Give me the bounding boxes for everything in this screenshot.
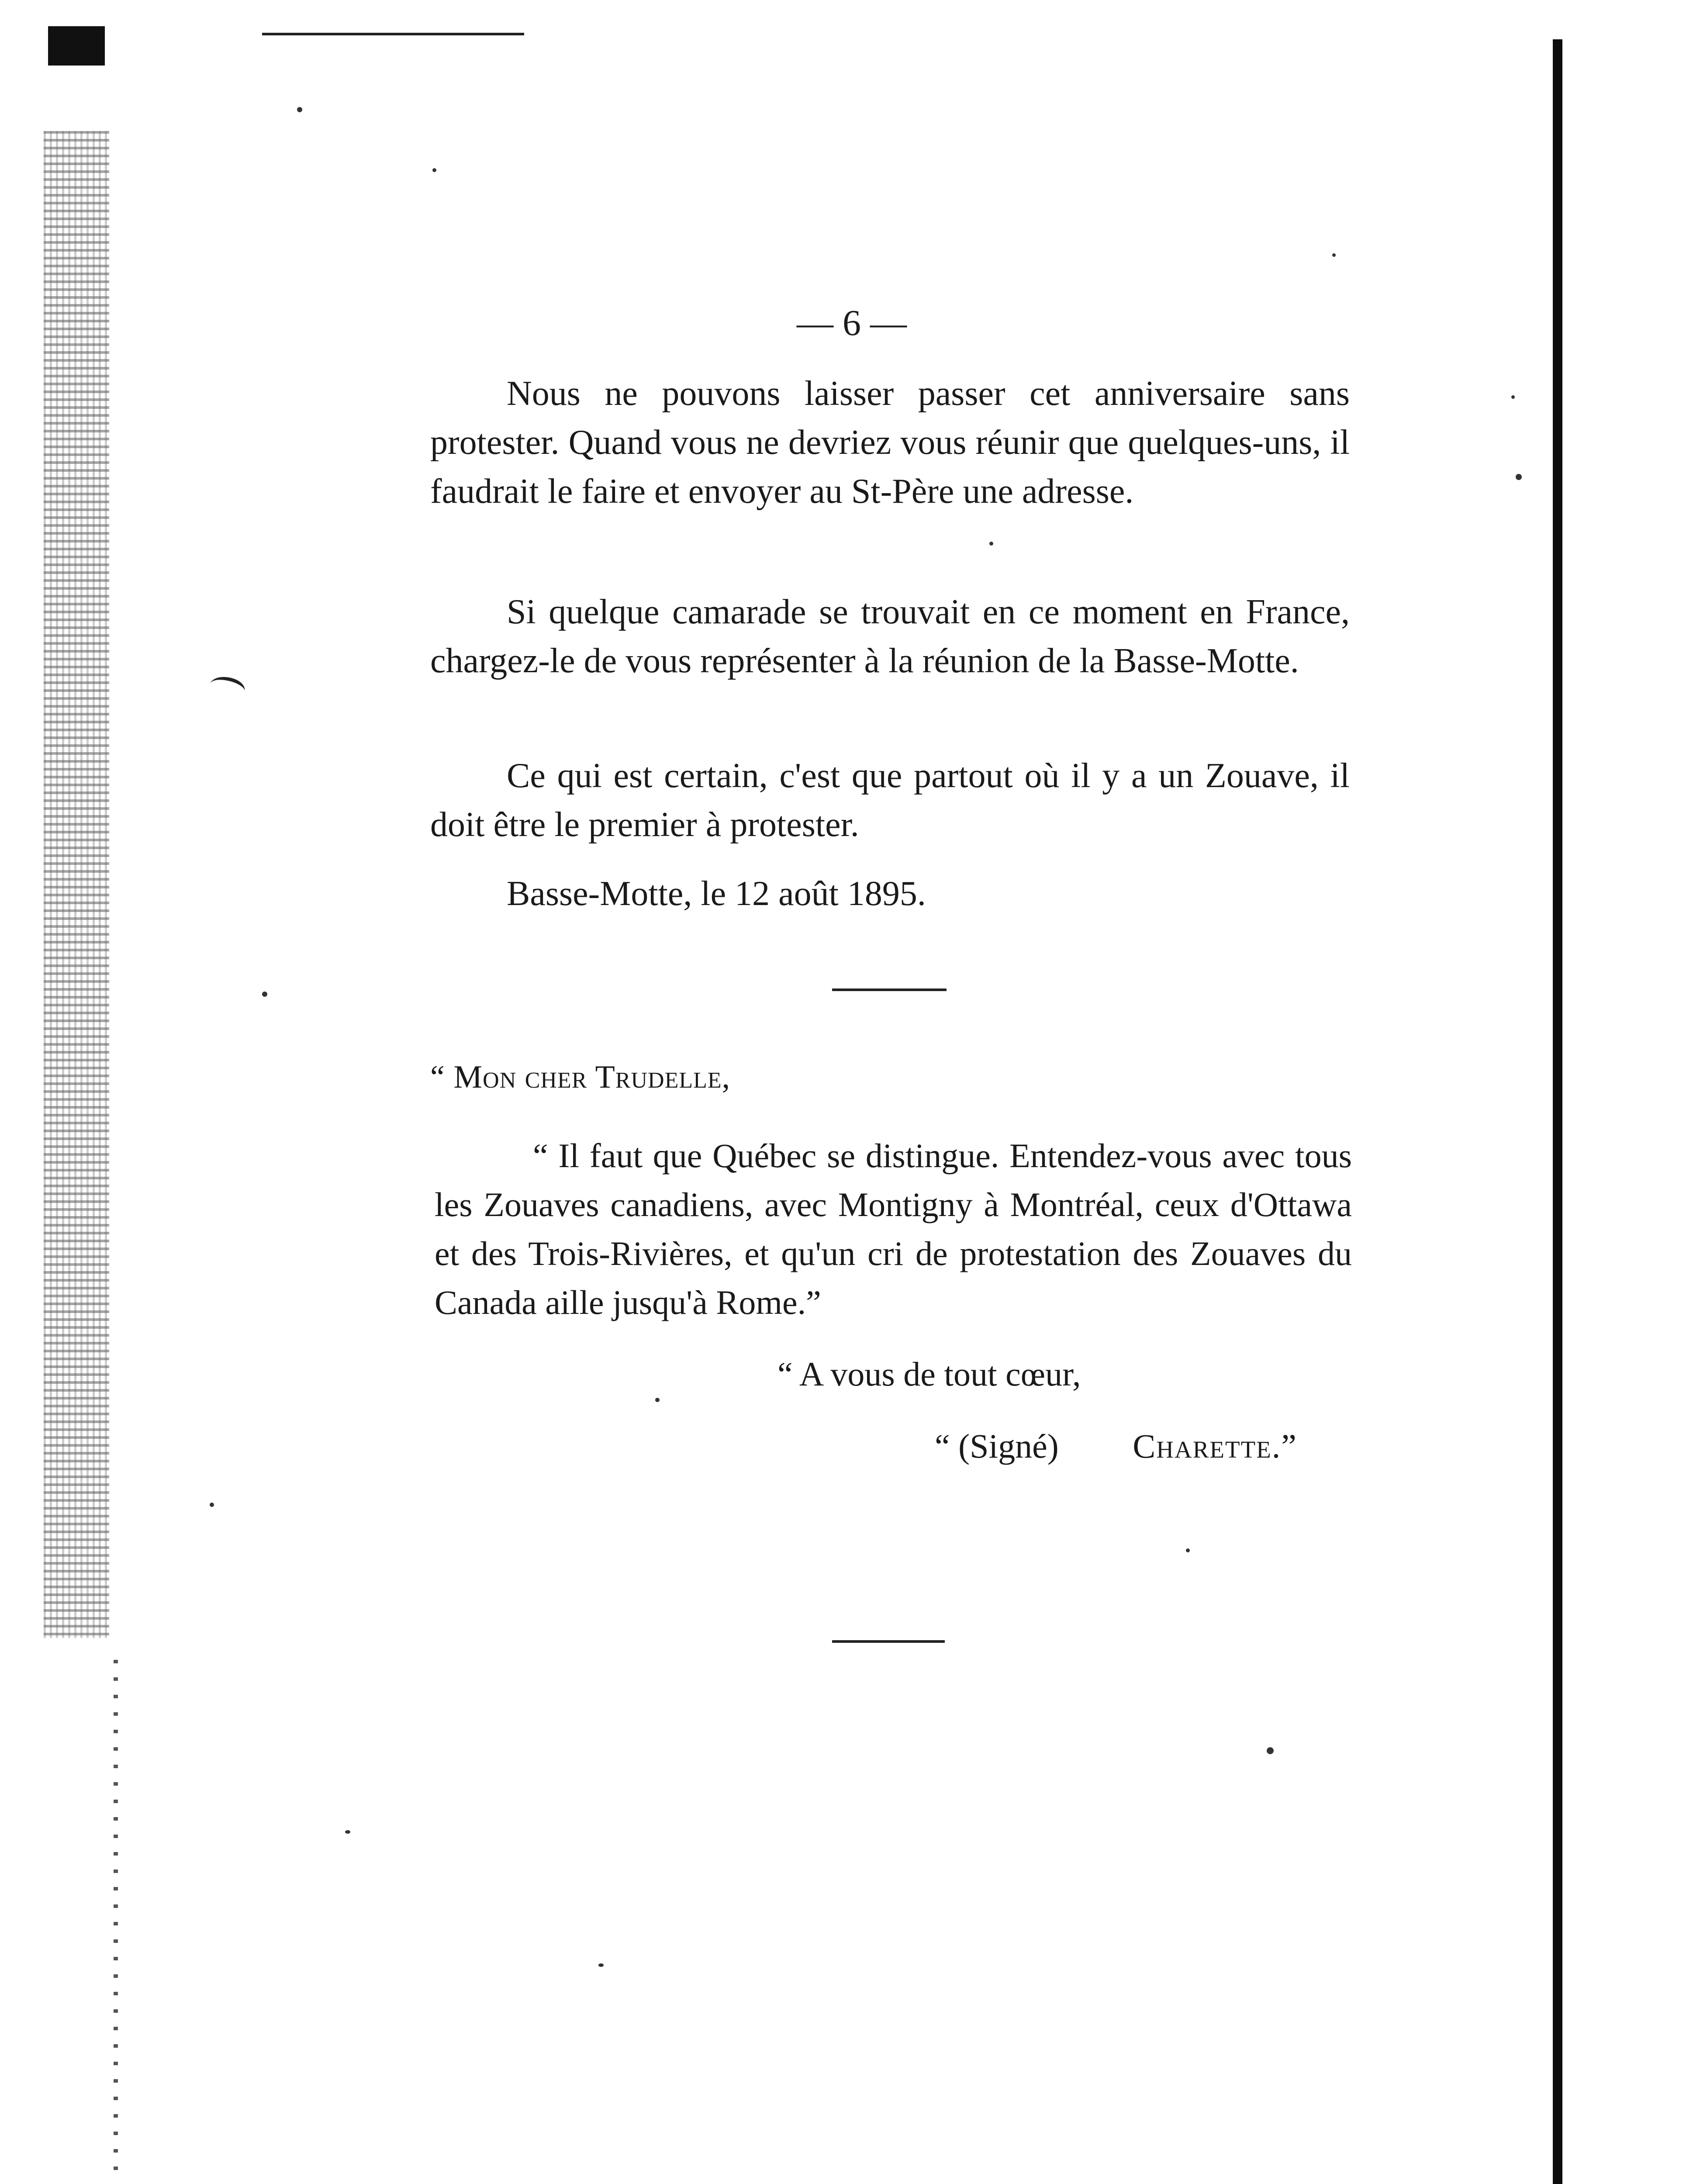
scan-speck [989, 542, 993, 546]
paragraph: Ce qui est certain, c'est que partout où il y a un Zouave, il doit être le premier à protester. [430, 757, 1350, 844]
binding-edge-dots [114, 1660, 118, 2184]
scan-speck [297, 107, 302, 112]
letter-closing: “ A vous de tout cœur, [777, 1355, 1081, 1393]
signature-name: Charette.” [1133, 1427, 1297, 1465]
section-divider [832, 1640, 945, 1643]
scan-speck [262, 992, 267, 997]
scan-speck [1511, 395, 1515, 399]
scan-speck [432, 168, 436, 172]
margin-pencil-mark [207, 672, 247, 703]
page-number: — 6 — [797, 303, 907, 343]
letter-body: “ Il faut que Québec se distingue. Entendez-vous avec tous les Zouaves canadiens, avec Montigny à Montréal, ceux d'Ottawa et des Trois-Rivières, et qu'un cri de protestation des Zouaves du Canada aille jusqu'à Rome.” [435, 1137, 1352, 1321]
scan-speck [1267, 1747, 1274, 1754]
scan-speck [210, 1503, 214, 1507]
section-divider [832, 988, 947, 991]
scan-speck [655, 1398, 660, 1402]
signature-prefix: “ (Signé) [935, 1427, 1059, 1465]
dateline: Basse-Motte, le 12 août 1895. [507, 874, 926, 913]
binding-edge-texture [44, 131, 109, 1638]
letter-salutation: “ Mon cher Trudelle, [430, 1059, 731, 1095]
paragraph: Si quelque camarade se trouvait en ce moment en France, chargez-le de vous représenter à la réunion de la Basse-Motte. [430, 593, 1350, 680]
scan-speck [1516, 474, 1522, 480]
top-scan-rule [262, 33, 524, 35]
paragraph: Nous ne pouvons laisser passer cet anniversaire sans protester. Quand vous ne devriez vous réunir que quelques-uns, il faudrait le faire et envoyer au St-Père une adresse. [430, 374, 1350, 511]
binding-edge-block [48, 26, 105, 66]
right-edge-bar [1553, 39, 1562, 2184]
scan-speck [1186, 1548, 1190, 1552]
scan-speck [598, 1963, 604, 1967]
scan-speck [345, 1830, 350, 1834]
letter-signature [935, 1422, 1297, 1471]
scan-speck [1332, 253, 1336, 257]
